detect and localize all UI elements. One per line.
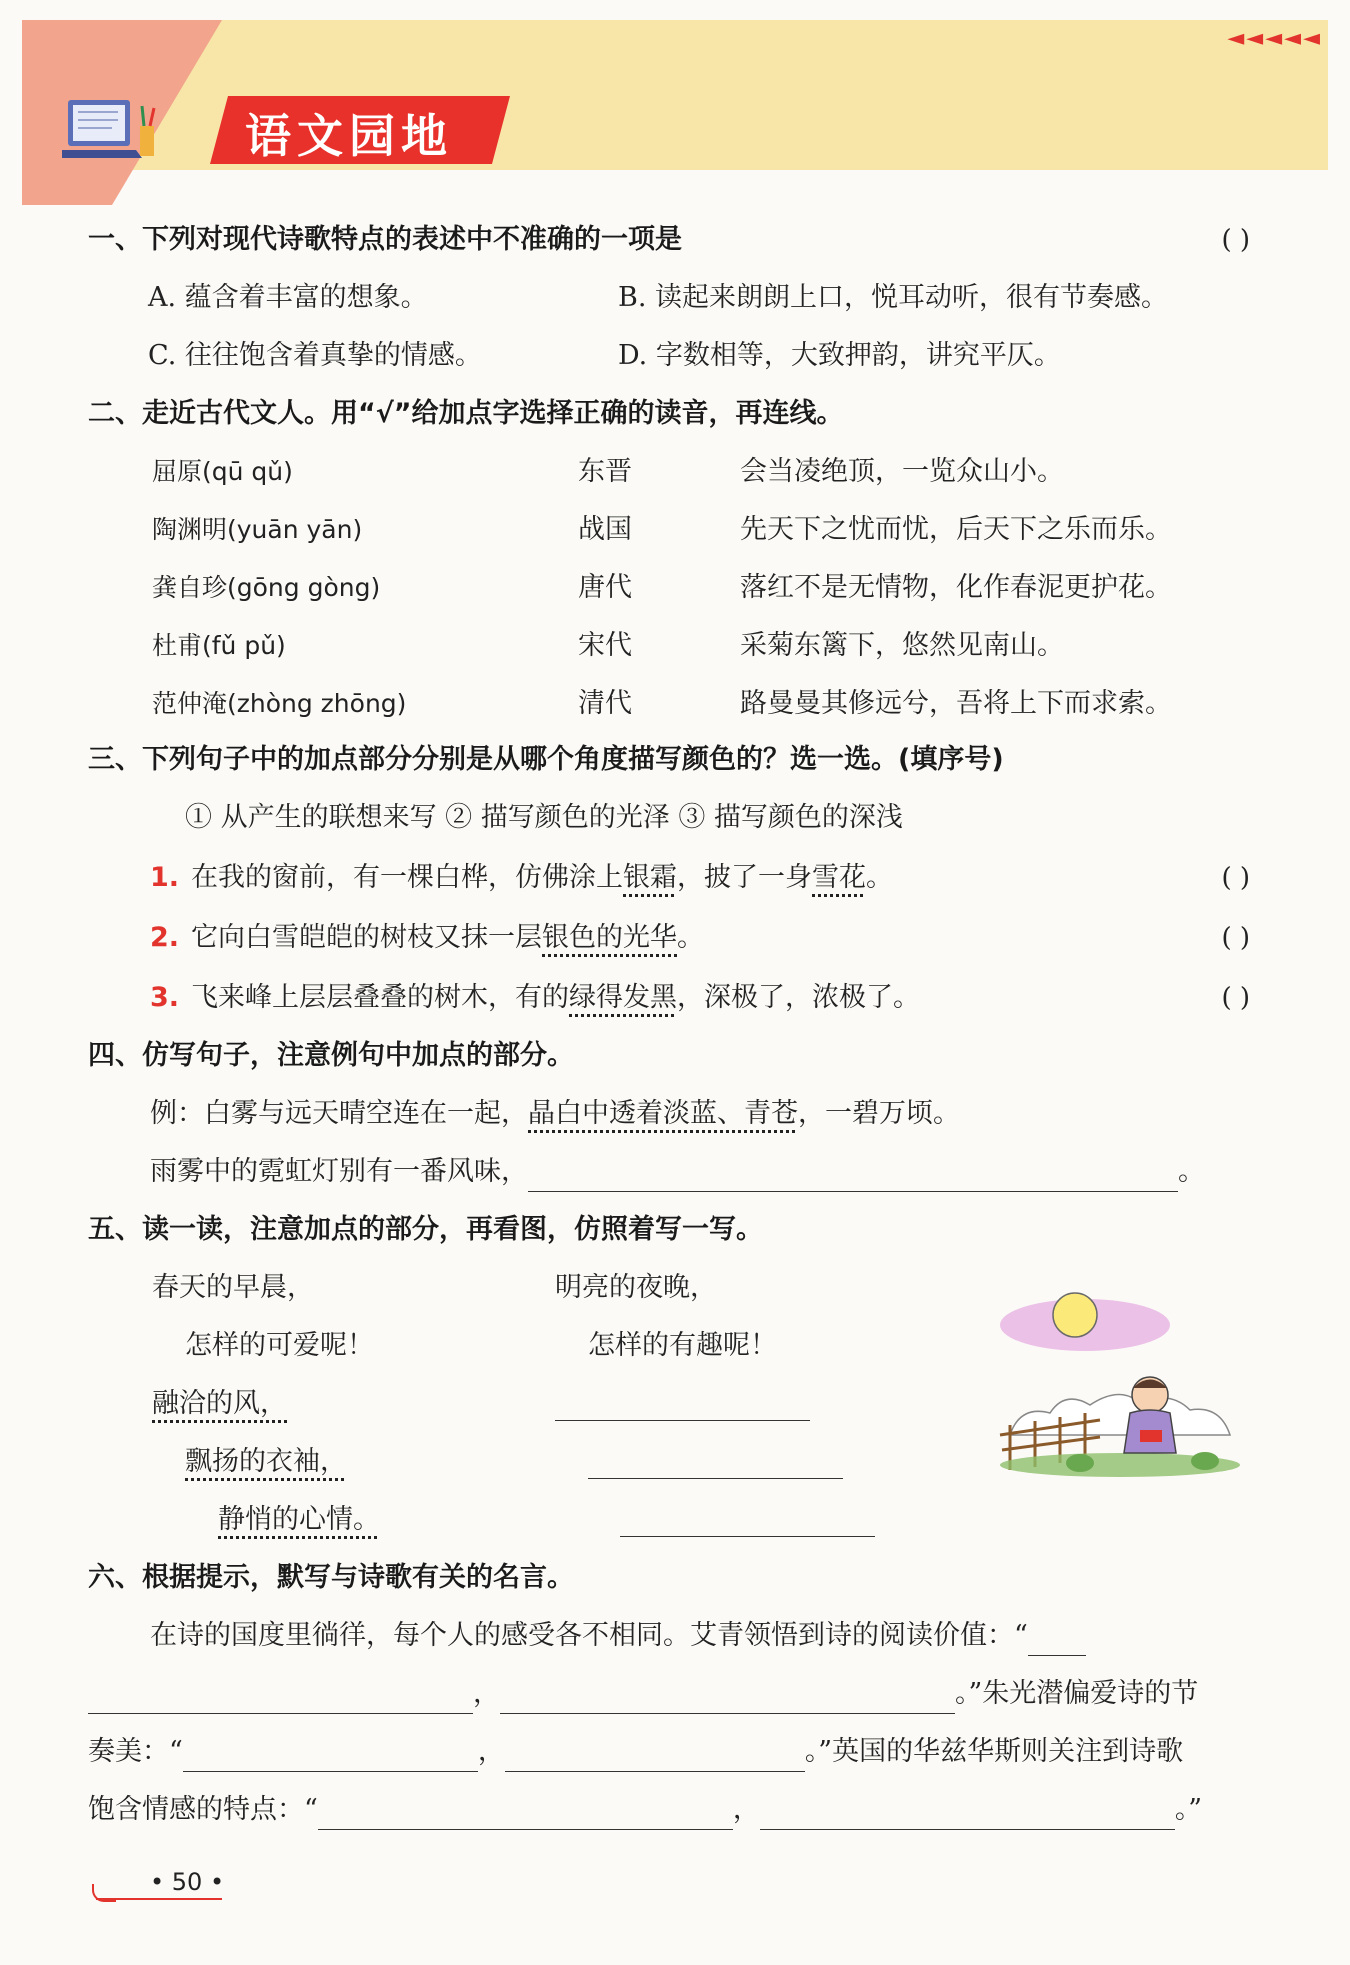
dotted-text: 晶白中透着淡蓝、青苍 (528, 1098, 798, 1129)
dynasty: 战国 (578, 514, 632, 545)
answer-blank[interactable] (528, 1161, 1178, 1192)
answer-paren[interactable]: ( ) (1221, 983, 1250, 1013)
dynasty: 宋代 (578, 630, 632, 661)
comma: ， (477, 1736, 505, 1767)
author-name: 范仲淹(zhòng zhōng) (152, 689, 407, 718)
question-item (150, 978, 920, 1018)
answer-blank[interactable] (88, 1683, 473, 1714)
fill-text (88, 1732, 1183, 1772)
fill-text (150, 1616, 1086, 1656)
fill-text (88, 1674, 1198, 1714)
question-text: ，深极了，浓极了。 (677, 982, 921, 1013)
poem-quote: 落红不是无情物，化作春泥更护花。 (740, 572, 1172, 603)
question-item (150, 918, 704, 958)
section-1-title: 一、下列对现代诗歌特点的表述中不准确的一项是 (88, 224, 682, 255)
option-b: B. 读起来朗朗上口，悦耳动听，很有节奏感。 (618, 282, 1169, 313)
author-name: 陶渊明(yuān yān) (152, 515, 363, 544)
answer-paren[interactable]: ( ) (1221, 225, 1250, 255)
period: 。 (1178, 1156, 1205, 1187)
author-name: 杜甫(fǔ pǔ) (152, 631, 286, 660)
answer-blank[interactable] (505, 1741, 805, 1772)
option-a: A. 蕴含着丰富的想象。 (148, 282, 428, 313)
moon-boy-illustration (990, 1285, 1250, 1485)
question-text: 在我的窗前，有一棵白桦，仿佛涂上 (191, 862, 624, 893)
poem-line (218, 1500, 380, 1540)
poem-quote: 先天下之忧而忧，后天下之乐而乐。 (740, 514, 1172, 545)
answer-blank[interactable] (318, 1799, 733, 1830)
question-text: ，披了一身 (677, 862, 813, 893)
question-text: 它向白雪皑皑的树枝又抹一层 (191, 922, 543, 953)
paragraph-text: 饱含情感的特点：“ (88, 1794, 318, 1825)
paragraph-text: 在诗的国度里徜徉，每个人的感受各不相同。艾青领悟到诗的阅读价值：“ (150, 1620, 1028, 1651)
answer-blank[interactable] (500, 1683, 955, 1714)
author-name: 龚自珍(gōng gòng) (152, 573, 381, 602)
angle-options: ① 从产生的联想来写 ② 描写颜色的光泽 ③ 描写颜色的深浅 (185, 802, 903, 833)
chevron-decoration-icon: ◄◄◄◄◄ (1227, 26, 1322, 51)
paragraph-text: 。”朱光潜偏爱诗的节 (955, 1678, 1199, 1709)
poem-line: 怎样的可爱呢！ (185, 1330, 374, 1361)
answer-blank[interactable] (588, 1448, 843, 1479)
section-4-title: 四、仿写句子，注意例句中加点的部分。 (88, 1040, 574, 1071)
comma: ， (473, 1678, 500, 1709)
answer-blank[interactable] (183, 1741, 478, 1772)
answer-blank[interactable] (760, 1799, 1175, 1830)
fill-text (88, 1790, 1202, 1830)
paragraph-text: 。”英国的华兹华斯则关注到诗歌 (804, 1736, 1184, 1767)
prompt-text: 雨雾中的霓虹灯别有一番风味， (150, 1156, 528, 1187)
poem-line (152, 1384, 287, 1424)
dotted-text: 绿得发黑 (569, 982, 678, 1013)
option-c: C. 往往饱含着真挚的情感。 (148, 340, 482, 371)
section-2-title: 二、走近古代文人。用“√”给加点字选择正确的读音，再连线。 (88, 398, 844, 429)
poem-quote: 路曼曼其修远兮，吾将上下而求索。 (740, 688, 1172, 719)
dotted-text: 雪花 (812, 862, 867, 893)
example-text: 例：白雾与远天晴空连在一起， (150, 1098, 528, 1129)
dynasty: 清代 (578, 688, 632, 719)
author-name: 屈原(qū qǔ) (152, 457, 293, 486)
section-6-title: 六、根据提示，默写与诗歌有关的名言。 (88, 1562, 574, 1593)
dotted-text: 飘扬的衣袖， (185, 1446, 347, 1477)
answer-blank[interactable] (620, 1506, 875, 1537)
dotted-text: 融洽的风， (152, 1388, 287, 1419)
laptop-icon (62, 96, 162, 166)
poem-line: 怎样的有趣呢！ (588, 1330, 777, 1361)
poem-line: 春天的早晨， (152, 1272, 314, 1303)
poem-quote: 采菊东篱下，悠然见南山。 (740, 630, 1064, 661)
poem-quote: 会当凌绝顶，一览众山小。 (740, 456, 1064, 487)
answer-paren[interactable]: ( ) (1221, 863, 1250, 893)
paragraph-text: 。” (1174, 1794, 1203, 1825)
dynasty: 唐代 (578, 572, 632, 603)
answer-blank[interactable] (555, 1390, 810, 1421)
question-item (150, 858, 893, 898)
dotted-text: 银霜 (623, 862, 678, 893)
question-number: 1. (150, 862, 180, 893)
question-number: 3. (150, 982, 180, 1013)
question-text: 。 (677, 922, 705, 953)
dotted-text: 银色的光华 (542, 922, 678, 953)
example-sentence (150, 1094, 960, 1134)
example-text: ，一碧万顷。 (798, 1098, 960, 1129)
option-d: D. 字数相等，大致押韵，讲究平仄。 (618, 340, 1061, 371)
dotted-text: 静悄的心情。 (218, 1504, 380, 1535)
paragraph-text: 奏美：“ (88, 1736, 183, 1767)
comma: ， (732, 1794, 760, 1825)
question-text: 飞来峰上层层叠叠的树木，有的 (191, 982, 570, 1013)
page-number: • 50 • (150, 1868, 225, 1896)
section-5-title: 五、读一读，注意加点的部分，再看图，仿照着写一写。 (88, 1214, 763, 1245)
poem-line (185, 1442, 347, 1482)
poem-line: 明亮的夜晚， (555, 1272, 717, 1303)
section-3-title: 三、下列句子中的加点部分分别是从哪个角度描写颜色的？选一选。(填序号) (88, 744, 1004, 775)
imitation-prompt (150, 1152, 1205, 1192)
page-title: 语文园地 (245, 109, 453, 163)
footer-line (96, 1898, 222, 1900)
answer-paren[interactable]: ( ) (1221, 923, 1250, 953)
question-number: 2. (150, 922, 180, 953)
answer-blank[interactable] (1028, 1625, 1086, 1656)
dynasty: 东晋 (578, 456, 632, 487)
question-text: 。 (866, 862, 894, 893)
